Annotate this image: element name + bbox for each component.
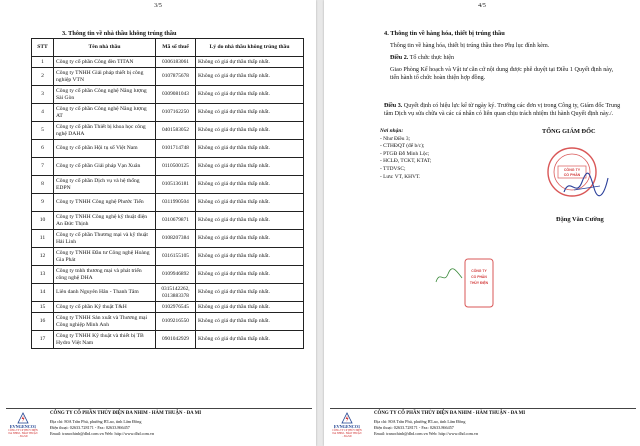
row-bidder-name-cell: Công ty cổ phần Dịch vụ và hệ thống EDPN	[54, 176, 156, 194]
article-2-text: Tổ chức thực hiện	[408, 55, 455, 61]
row-reason-cell: Không có giá dự thầu thấp nhất.	[196, 122, 304, 140]
losing-bidders-table	[31, 38, 304, 349]
row-tax-code-cell: 0316155105	[156, 248, 196, 266]
handwritten-signature	[560, 170, 612, 200]
evn-logo	[8, 412, 38, 438]
row-bidder-name-cell: Công ty cổ phần Giải pháp Vạn Xuân	[54, 158, 156, 176]
row-reason-cell: Không có giá dự thầu thấp nhất.	[196, 212, 304, 230]
evn-logo-text: EVNGENCO1	[333, 424, 361, 429]
row-stt-cell: 15	[32, 302, 54, 313]
table-row	[32, 313, 304, 331]
row-tax-code-cell: 0311990504	[156, 194, 196, 212]
row-bidder-name-cell: Công ty cổ phần Kỹ thuật T&H	[54, 302, 156, 313]
row-reason-cell: Không có giá dự thầu thấp nhất.	[196, 248, 304, 266]
table-row	[32, 68, 304, 86]
table-row	[32, 248, 304, 266]
evn-logo-subtext: CÔNG TY CP THỦY ĐIỆN ĐA NHIM - HÀM THUẬN - ĐA MI	[8, 429, 38, 438]
footer-phone: Điện thoại: 02633.728171 - Fax: 02633.866457	[374, 425, 454, 430]
header-stt: STT	[32, 39, 54, 57]
row-tax-code-cell: 0309081043	[156, 86, 196, 104]
footer-company-name: CÔNG TY CỔ PHẦN THỦY ĐIỆN ĐA NHIM - HÀM THUẬN - ĐA MI	[50, 411, 202, 416]
table-row	[32, 140, 304, 158]
table-row	[32, 104, 304, 122]
row-reason-cell: Không có giá dự thầu thấp nhất.	[196, 158, 304, 176]
row-bidder-name-cell: Công ty TNHH Giải pháp thiết bị công nghiệp VTN	[54, 68, 156, 86]
article-3-paragraph	[384, 102, 624, 119]
svg-text:THỦY ĐIỆN: THỦY ĐIỆN	[469, 281, 489, 285]
header-tax-code: Mã số thuế	[156, 39, 196, 57]
table-header-row	[32, 39, 304, 57]
row-stt-cell: 9	[32, 194, 54, 212]
table-row	[32, 266, 304, 284]
row-tax-code-cell: 0109216550	[156, 313, 196, 331]
row-bidder-name-cell: Công ty cổ phần Thiết bị khoa học công nghệ DAHA	[54, 122, 156, 140]
evn-logo-text: EVNGENCO1	[9, 424, 37, 429]
recipients-title: Nơi nhận:	[380, 128, 404, 134]
paragraph-assignment: Giao Phòng Kế hoạch và Vật tư căn cứ nội dung được phê duyệt tại Điều 1 Quyết định này, tiến hành tổ chức hoàn thiện hợp đồng.	[390, 67, 614, 82]
footer-email-web: Email: tranochinh@dhd.com.vn Web: http://www.dhd.com.vn	[50, 431, 155, 436]
row-tax-code-cell: 0315142262, 0313883378	[156, 284, 196, 302]
table-row	[32, 158, 304, 176]
section-heading-losing-bidders: 3. Thông tin về nhà thầu không trúng thầu	[62, 30, 177, 37]
footer-address: Địa chỉ: 80A Trần Phú, phường B'Lao, tỉnh Lâm Đồng	[50, 419, 142, 424]
svg-text:CỔ PHẦN: CỔ PHẦN	[563, 173, 581, 177]
row-reason-cell: Không có giá dự thầu thấp nhất.	[196, 68, 304, 86]
table-row	[32, 230, 304, 248]
footer-email-web: Email: tranochinh@dhd.com.vn Web: http://www.dhd.com.vn	[374, 431, 479, 436]
table-row	[32, 302, 304, 313]
evn-logo-subtext: CÔNG TY CP THỦY ĐIỆN ĐA NHIM - HÀM THUẬN - ĐA MI	[332, 429, 362, 438]
table-row	[32, 331, 304, 349]
footer-company-name: CÔNG TY CỔ PHẦN THỦY ĐIỆN ĐA NHIM - HÀM THUẬN - ĐA MI	[374, 411, 526, 416]
lightning-logo-icon	[17, 412, 29, 424]
recipient-item: - Lưu: VT, KHVT.	[380, 173, 421, 180]
article-3-label: Điều 3.	[384, 103, 403, 109]
row-tax-code-cell: 0310679871	[156, 212, 196, 230]
row-stt-cell: 2	[32, 68, 54, 86]
signer-name: Đặng Văn Cường	[556, 216, 604, 223]
row-stt-cell: 13	[32, 266, 54, 284]
row-tax-code-cell: 0107162250	[156, 104, 196, 122]
row-bidder-name-cell: Công ty cổ phần Công nghệ Năng lượng AT	[54, 104, 156, 122]
row-stt-cell: 14	[32, 284, 54, 302]
row-bidder-name-cell: Công ty cổ phần Hội tụ số Việt Nam	[54, 140, 156, 158]
row-stt-cell: 8	[32, 176, 54, 194]
row-stt-cell: 4	[32, 104, 54, 122]
signatory-title: TỔNG GIÁM ĐỐC	[542, 128, 596, 135]
lightning-logo-icon	[341, 412, 353, 424]
row-reason-cell: Không có giá dự thầu thấp nhất.	[196, 57, 304, 68]
row-stt-cell: 7	[32, 158, 54, 176]
row-tax-code-cell: 0306183061	[156, 57, 196, 68]
row-bidder-name-cell: Công ty TNHH Đầu tư Công nghệ Hoàng Gia Phát	[54, 248, 156, 266]
row-tax-code-cell: 0108207384	[156, 230, 196, 248]
row-tax-code-cell: 0901042929	[156, 331, 196, 349]
evn-logo	[332, 412, 362, 438]
table-row	[32, 122, 304, 140]
header-reason: Lý do nhà thầu không trúng thầu	[196, 39, 304, 57]
page-footer	[6, 408, 312, 438]
table-row	[32, 212, 304, 230]
row-reason-cell: Không có giá dự thầu thấp nhất.	[196, 331, 304, 349]
row-bidder-name-cell: Công ty cổ phần Công nghệ Năng lượng Sài Gòn	[54, 86, 156, 104]
table-row	[32, 284, 304, 302]
row-tax-code-cell: 0401583052	[156, 122, 196, 140]
row-reason-cell: Không có giá dự thầu thấp nhất.	[196, 86, 304, 104]
row-reason-cell: Không có giá dự thầu thấp nhất.	[196, 194, 304, 212]
row-tax-code-cell: 0102976545	[156, 302, 196, 313]
page-number: 3/5	[154, 3, 162, 9]
initial-signature-mark	[434, 268, 464, 286]
recipient-item: - TTDVSC;	[380, 165, 406, 172]
article-2-heading	[390, 54, 618, 62]
paragraph-goods-info: Thông tin về hàng hóa, thiết bị trúng thầu theo Phụ lục đính kèm.	[390, 43, 550, 49]
article-2-label: Điều 2.	[390, 55, 409, 61]
row-tax-code-cell: 0107875678	[156, 68, 196, 86]
row-reason-cell: Không có giá dự thầu thấp nhất.	[196, 230, 304, 248]
svg-text:CÔNG TY: CÔNG TY	[563, 168, 581, 172]
row-reason-cell: Không có giá dự thầu thấp nhất.	[196, 140, 304, 158]
row-reason-cell: Không có giá dự thầu thấp nhất.	[196, 104, 304, 122]
recipient-item: - PTGĐ Đỗ Minh Lộc;	[380, 150, 430, 157]
row-reason-cell: Không có giá dự thầu thấp nhất.	[196, 284, 304, 302]
header-bidder-name: Tên nhà thầu	[54, 39, 156, 57]
row-stt-cell: 16	[32, 313, 54, 331]
document-page-3	[0, 0, 316, 446]
row-reason-cell: Không có giá dự thầu thấp nhất.	[196, 176, 304, 194]
footer-phone: Điện thoại: 02633.728171 - Fax: 02633.866457	[50, 425, 130, 430]
row-stt-cell: 17	[32, 331, 54, 349]
row-stt-cell: 12	[32, 248, 54, 266]
recipient-item: - CTHĐQT (để b/c);	[380, 143, 425, 150]
recipient-item: - HCLĐ, TCKT, KTAT;	[380, 158, 432, 165]
recipient-item: - Như Điều 3;	[380, 135, 411, 142]
table-row	[32, 57, 304, 68]
recipients-list	[380, 128, 431, 181]
row-stt-cell: 1	[32, 57, 54, 68]
row-reason-cell: Không có giá dự thầu thấp nhất.	[196, 302, 304, 313]
row-bidder-name-cell: Công ty tnhh thương mại và phát triển công nghệ DHA	[54, 266, 156, 284]
row-bidder-name-cell: Công ty TNHH Công nghệ Phước Tiến	[54, 194, 156, 212]
row-bidder-name-cell: Công ty cổ phần Thương mại và kỹ thuật Hải Linh	[54, 230, 156, 248]
table-row	[32, 176, 304, 194]
page-seal-stamp	[464, 258, 494, 308]
row-tax-code-cell: 0110500125	[156, 158, 196, 176]
row-bidder-name-cell: Công ty TNHH Sản xuất và Thương mại Công nghiệp Minh Anh	[54, 313, 156, 331]
section-heading-winning-goods: 4. Thông tin về hàng hóa, thiết bị trúng thầu	[384, 30, 505, 37]
page-number: 4/5	[478, 3, 486, 9]
row-bidder-name-cell: Liên danh Nguyên Hân - Thanh Tâm	[54, 284, 156, 302]
document-page-4	[324, 0, 640, 446]
row-stt-cell: 3	[32, 86, 54, 104]
row-stt-cell: 5	[32, 122, 54, 140]
table-row	[32, 194, 304, 212]
row-reason-cell: Không có giá dự thầu thấp nhất.	[196, 266, 304, 284]
row-bidder-name-cell: Công ty TNHH Kỹ thuật và thiết bị TB Hydro Việt Nam	[54, 331, 156, 349]
footer-address: Địa chỉ: 80A Trần Phú, phường B'Lao, tỉnh Lâm Đồng	[374, 419, 466, 424]
row-stt-cell: 11	[32, 230, 54, 248]
row-reason-cell: Không có giá dự thầu thấp nhất.	[196, 313, 304, 331]
svg-text:CÔNG TY: CÔNG TY	[471, 269, 487, 273]
row-stt-cell: 6	[32, 140, 54, 158]
page-footer	[330, 408, 636, 438]
row-tax-code-cell: 0101714748	[156, 140, 196, 158]
row-bidder-name-cell: Công ty cổ phần Công đèn TITAN	[54, 57, 156, 68]
svg-text:CỔ PHẦN: CỔ PHẦN	[471, 275, 487, 279]
row-bidder-name-cell: Công ty TNHH Công nghệ kỹ thuật điện An Đức Thịnh	[54, 212, 156, 230]
row-stt-cell: 10	[32, 212, 54, 230]
article-3-text: Quyết định có hiệu lực kể từ ngày ký. Trưởng các đơn vị trong Công ty, Giám đốc Trung tâm Dịch vụ sửa chữa và các cá nhân có liên quan chịu trách nhiệm thi hành Quyết định này./.	[384, 103, 621, 118]
table-row	[32, 86, 304, 104]
row-tax-code-cell: 0105136181	[156, 176, 196, 194]
row-tax-code-cell: 0109946892	[156, 266, 196, 284]
